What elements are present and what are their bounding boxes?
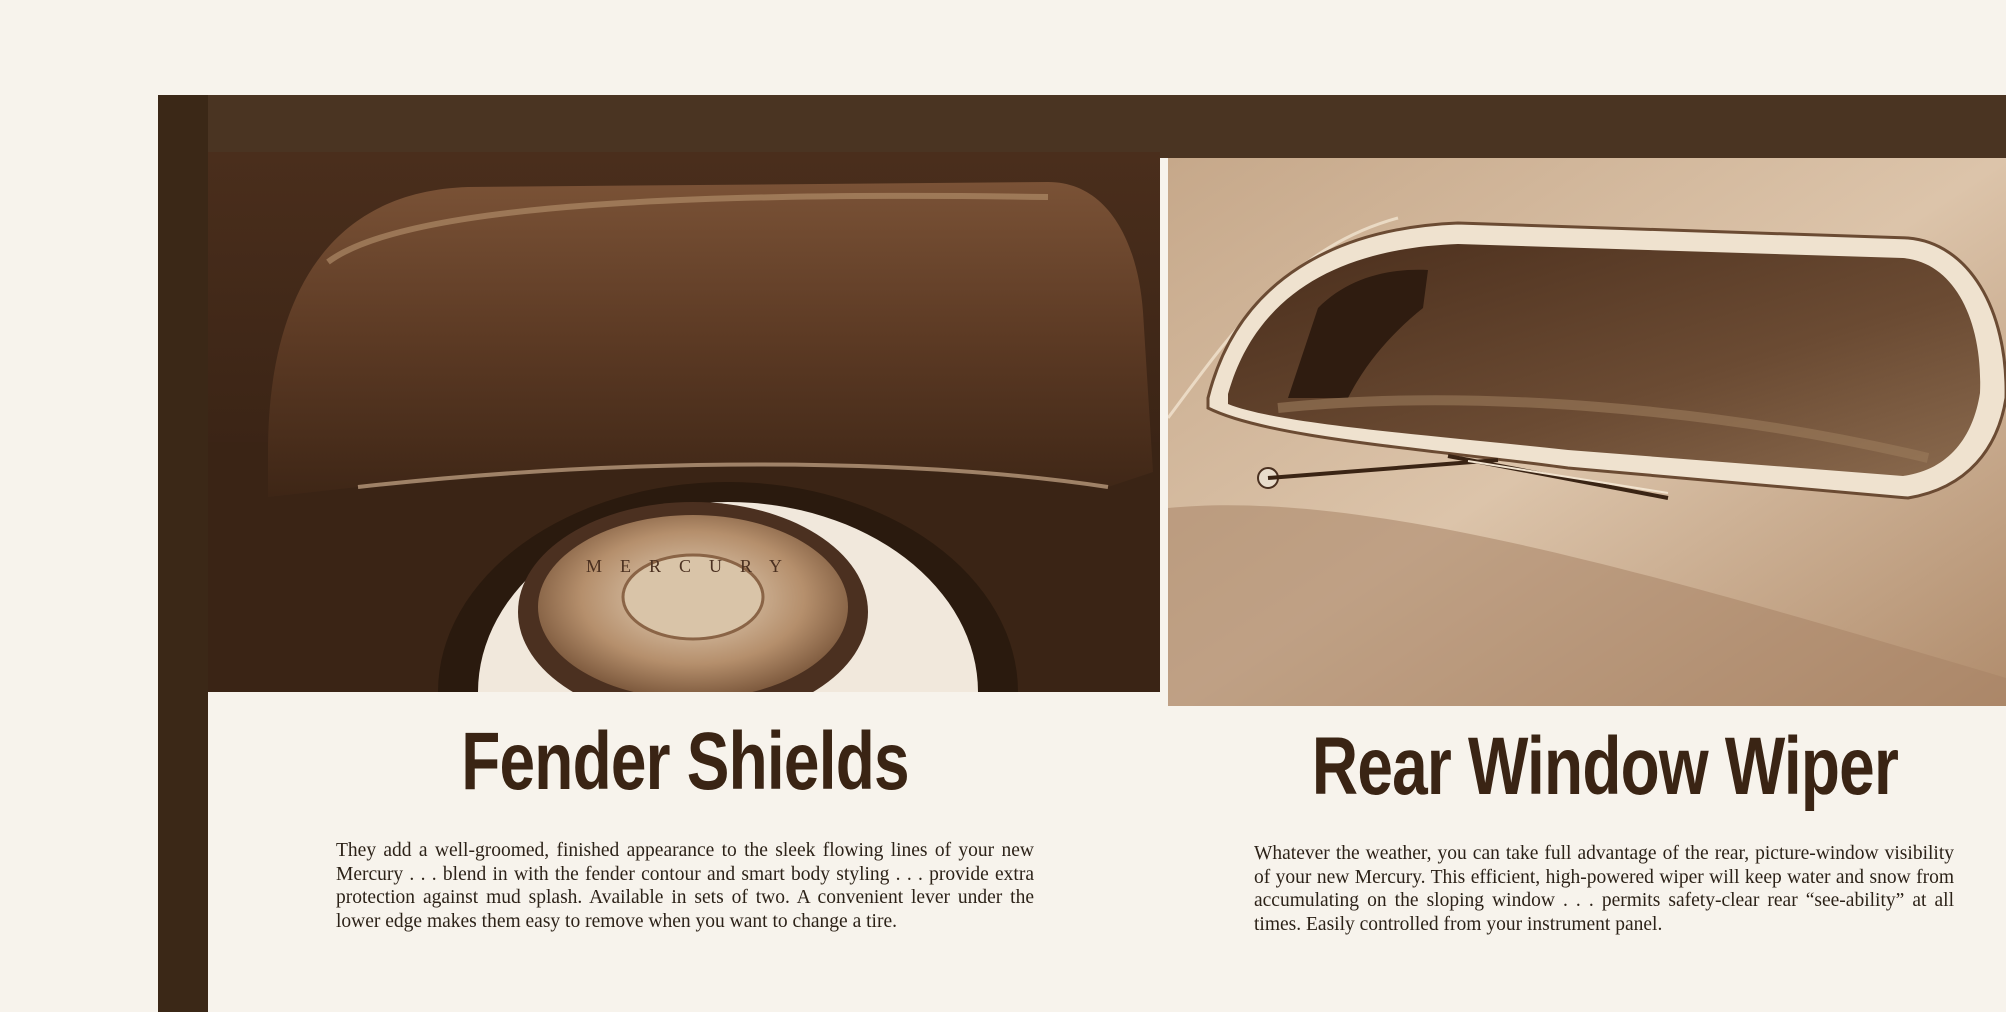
hubcap-lettering: MERCURY <box>585 556 801 576</box>
dark-frame-left <box>158 95 208 1012</box>
fender-shield-photo <box>208 152 1160 692</box>
rear-window-wiper-description: Whatever the weather, you can take full advantage of the rear, picture-window visibility of your new Mercury. This efficient, high-powered wiper will keep water and snow from accumulating on the sloping window . . . permits safety-clear rear “see-ability” at all times. Easily controlled from your instrument panel. <box>1254 843 1954 935</box>
rear-window-wiper-heading: Rear Window Wiper <box>1311 721 1899 812</box>
rear-window-photo <box>1168 158 2006 706</box>
fender-shields-heading: Fender Shields <box>461 716 909 807</box>
photo-divider <box>1160 158 1168 703</box>
fender-shields-description: They add a well-groomed, finished appearance to the sleek flowing lines of your new Mercury . . . blend in with the fender contour and smart body styling . . . provide extra protection against mud splash. Available in sets of two. A convenient lever under the lower edge makes them easy to remove when you want to change a tire. <box>336 840 1034 932</box>
